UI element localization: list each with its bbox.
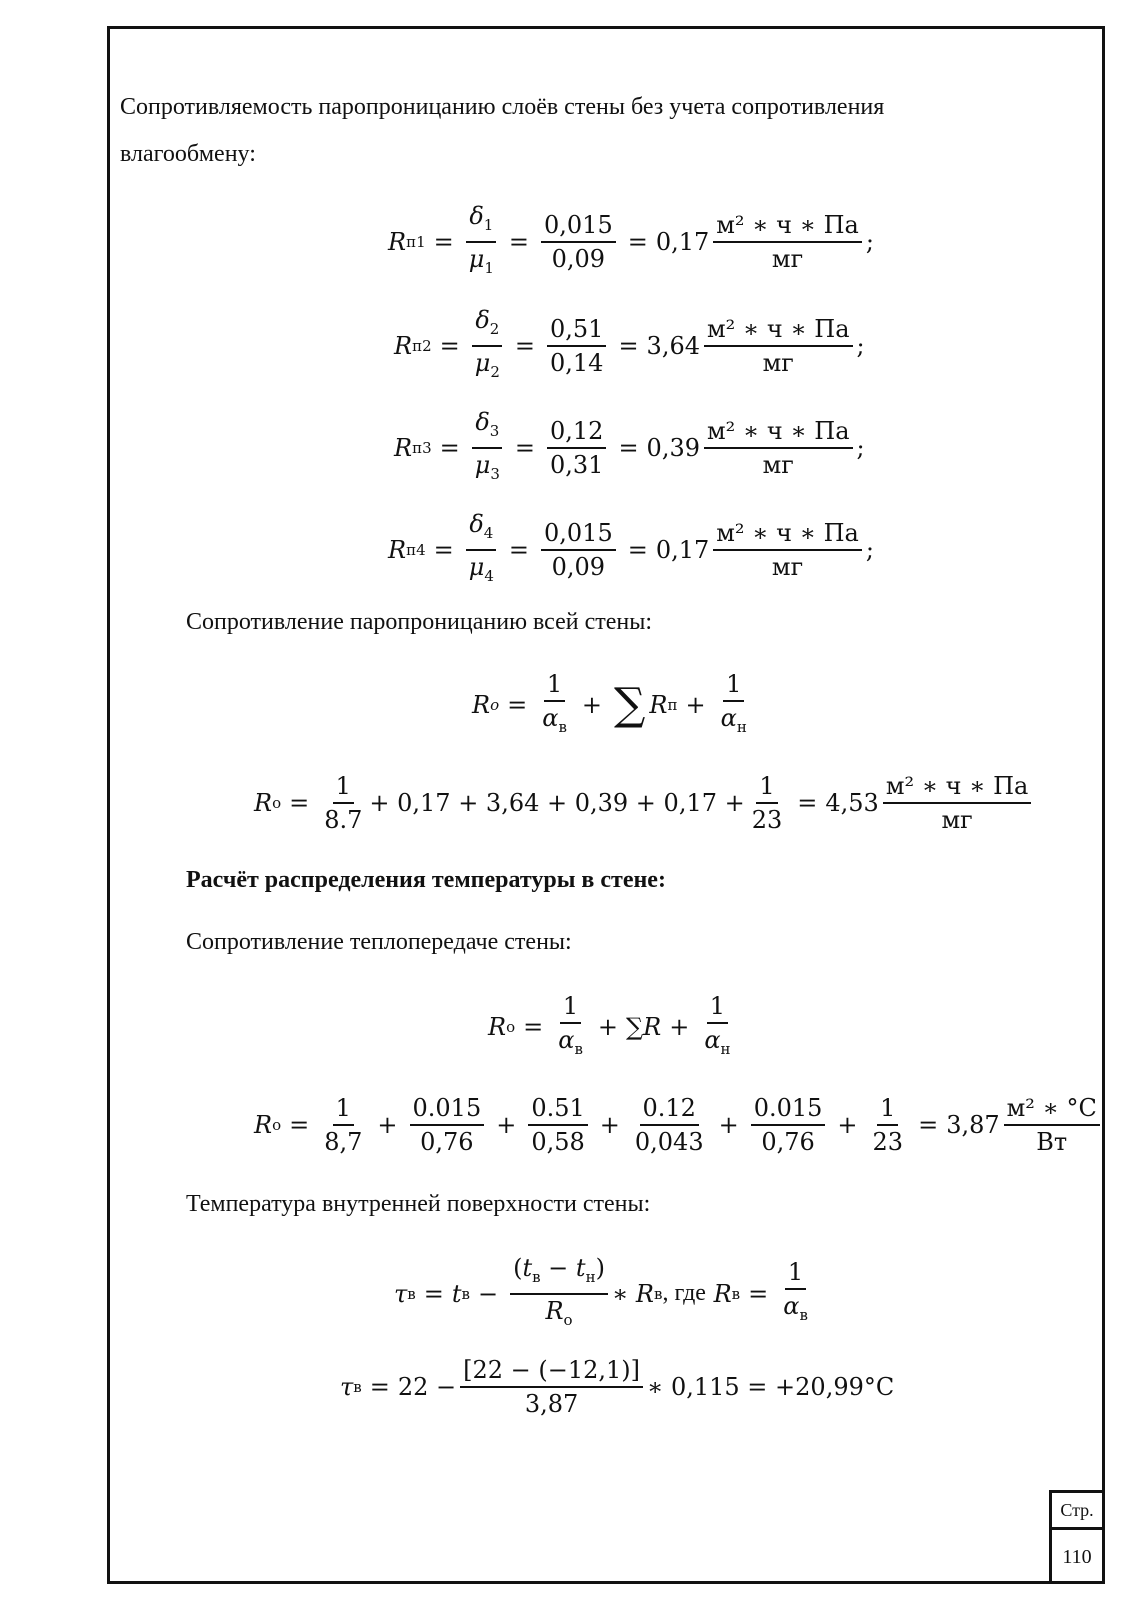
- formula-rp3: R п3 = $\frac{\delta_3}{\mu_3}$ = $\frac{0,12}{0,31}$ = 0,39 $\frac{\text{м² ∗ ч ∗ Па}}{мг}$ ;: [394, 408, 865, 483]
- heat-resistance-text: Сопротивление теплопередаче стены:: [186, 929, 572, 955]
- formula-rp4: R п4 = $\frac{\delta_4}{\mu_4}$ = $\frac{0,015}{0,09}$ = 0,17 $\frac{\text{м² ∗ ч ∗ Па}}{мг}$ ;: [388, 510, 874, 585]
- formula-tau-calc: τ в = 22 − $\frac{[22 - (-12,1)]}{3,87}$ ∗ 0,115 = +20,99°С: [340, 1356, 895, 1418]
- formula-ro-vapor-calc: R о = $\frac{1}{8.7}$ + 0,17 + 3,64 + 0,39 + 0,17 + $\frac{1}{23}$ = 4,53 $\frac{\text{м² ∗ ч ∗ Па}}{мг}$: [254, 770, 1035, 836]
- formula-ro-heat-calc: R о = $\frac{1}{8,7}$ + $\frac{0.015}{0,76}$ + $\frac{0.51}{0,58}$ + $\frac{0.12}{0,043}$ + $\frac{0.015}{0,76}$ + $\frac{1}{23}$ = 3,87 $\frac{\text{м² ∗ °С}}{Вт}$: [254, 1092, 1104, 1158]
- vapor-total-text: Сопротивление паропроницанию всей стены:: [186, 609, 653, 635]
- page-number: 110: [1062, 1546, 1092, 1568]
- formula-rp2: R п2 = $\frac{\delta_2}{\mu_2}$ = $\frac{0,51}{0,14}$ = 3,64 $\frac{\text{м² ∗ ч ∗ Па}}{мг}$ ;: [394, 306, 865, 381]
- formula-ro-heat-general: R о = $\frac{1}{\alpha_в}$ + ∑ R + $\frac{1}{\alpha_н}$: [488, 992, 731, 1058]
- page-label: Стр.: [1052, 1493, 1102, 1530]
- page-number-box: [1049, 1490, 1105, 1584]
- surface-temp-text: Температура внутренней поверхности стены:: [186, 1191, 651, 1217]
- section-heading: Расчёт распределения температуры в стене:: [186, 867, 666, 893]
- intro-text-line2: влагообмену:: [120, 141, 256, 167]
- intro-text-line1: Сопротивляемость паропроницанию слоёв стены без учета сопротивления: [120, 94, 885, 120]
- formula-rp1: R п1 = $\frac{\delta_1}{\mu_1}$ = $\frac{0,015}{0,09}$ = 0,17 $\frac{\text{м² ∗ ч ∗ Па}}{мг}$ ;: [388, 202, 874, 277]
- formula-tau-general: τ в = t в − $\frac{(t_в - t_н)}{R_о}$ ∗ R в , где R в = $\frac{1}{\alpha_в}$: [394, 1254, 808, 1329]
- formula-ro-vapor-general: R o = $\frac{1}{\alpha_в}$ + ∑ R п + $\frac{1}{\alpha_н}$: [472, 670, 747, 736]
